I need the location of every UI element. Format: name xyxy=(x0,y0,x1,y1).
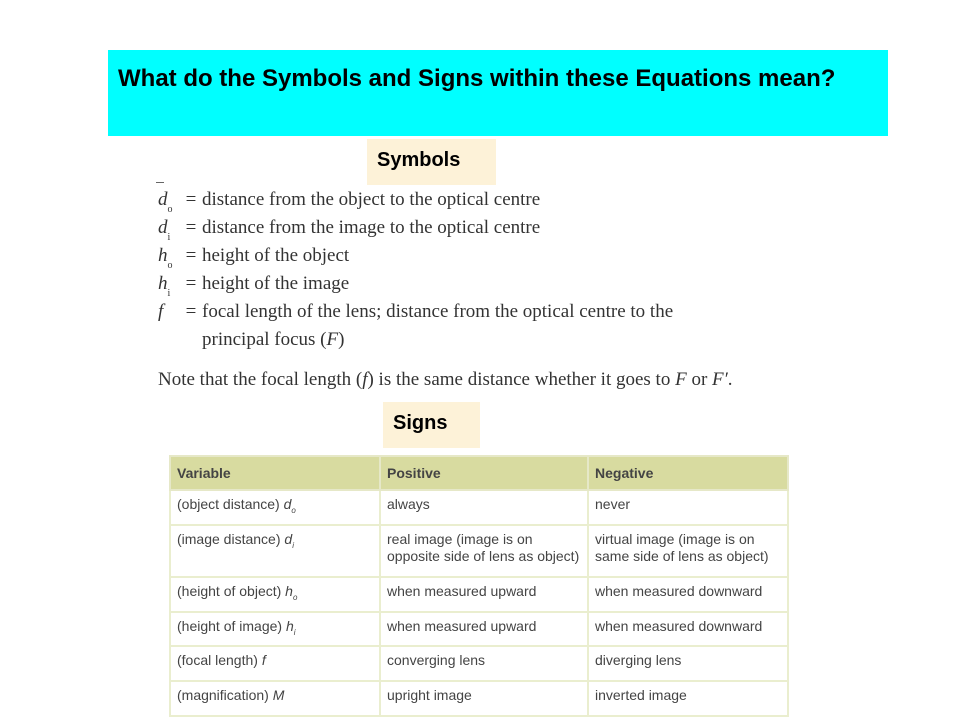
symbol-row xyxy=(158,270,838,298)
signs-table xyxy=(169,455,789,717)
page-title: What do the Symbols and Signs within these Equations mean? xyxy=(118,65,836,92)
negative-cell: never xyxy=(588,490,788,525)
symbol-definition-continued: principal focus (F) xyxy=(202,329,345,350)
focal-length-note: Note that the focal length (f) is the same distance whether it goes to F or F′. xyxy=(158,369,733,390)
positive-cell: when measured upward xyxy=(380,577,588,612)
symbol: $d_o$ xyxy=(158,189,173,215)
symbol-row xyxy=(158,186,838,214)
variable-cell: (height of image) $h_i$ xyxy=(170,612,380,647)
variable-cell: (height of object) $h_o$ xyxy=(170,577,380,612)
variable-cell: (magnification) M xyxy=(170,681,380,716)
equals-sign: = xyxy=(185,273,197,294)
symbol-definition: focal length of the lens; distance from the optical centre to the xyxy=(202,301,674,322)
positive-cell: always xyxy=(380,490,588,525)
positive-cell: real image (image is on opposite side of lens as object) xyxy=(380,525,588,577)
negative-cell: diverging lens xyxy=(588,646,788,681)
symbol-row xyxy=(158,298,838,326)
symbol-definition: distance from the image to the optical centre xyxy=(202,217,541,238)
variable-cell: (image distance) $d_i$ xyxy=(170,525,380,577)
symbol-row xyxy=(158,242,838,270)
negative-cell: inverted image xyxy=(588,681,788,716)
positive-cell: upright image xyxy=(380,681,588,716)
symbols-list xyxy=(158,186,838,354)
equals-sign: = xyxy=(185,245,197,266)
equals-sign: = xyxy=(185,301,197,322)
table-header-row xyxy=(170,456,788,490)
table-row xyxy=(170,525,788,577)
equals-sign: = xyxy=(185,189,197,210)
table-row xyxy=(170,490,788,525)
table-row xyxy=(170,681,788,716)
negative-cell: virtual image (image is on same side of lens as object) xyxy=(588,525,788,577)
equals-sign: = xyxy=(185,217,197,238)
table-row xyxy=(170,612,788,647)
positive-cell: converging lens xyxy=(380,646,588,681)
symbol: $d_i$ xyxy=(158,217,171,243)
variable-cell: (focal length) f xyxy=(170,646,380,681)
header-variable: Variable xyxy=(170,456,380,490)
symbol: $h_o$ xyxy=(158,245,173,271)
symbols-label: Symbols xyxy=(367,139,496,185)
symbol: f xyxy=(158,301,164,322)
negative-cell: when measured downward xyxy=(588,577,788,612)
symbol-definition: height of the object xyxy=(202,245,350,266)
table-row xyxy=(170,646,788,681)
title-banner xyxy=(108,50,888,136)
header-negative: Negative xyxy=(588,456,788,490)
signs-label: Signs xyxy=(383,402,480,448)
table-row xyxy=(170,577,788,612)
negative-cell: when measured downward xyxy=(588,612,788,647)
symbol: $h_i$ xyxy=(158,273,171,299)
symbol-definition: distance from the object to the optical centre xyxy=(202,189,541,210)
header-positive: Positive xyxy=(380,456,588,490)
positive-cell: when measured upward xyxy=(380,612,588,647)
decorative-tick xyxy=(156,182,164,183)
symbol-definition: height of the image xyxy=(202,273,350,294)
symbol-row xyxy=(158,214,838,242)
variable-cell: (object distance) $d_o$ xyxy=(170,490,380,525)
